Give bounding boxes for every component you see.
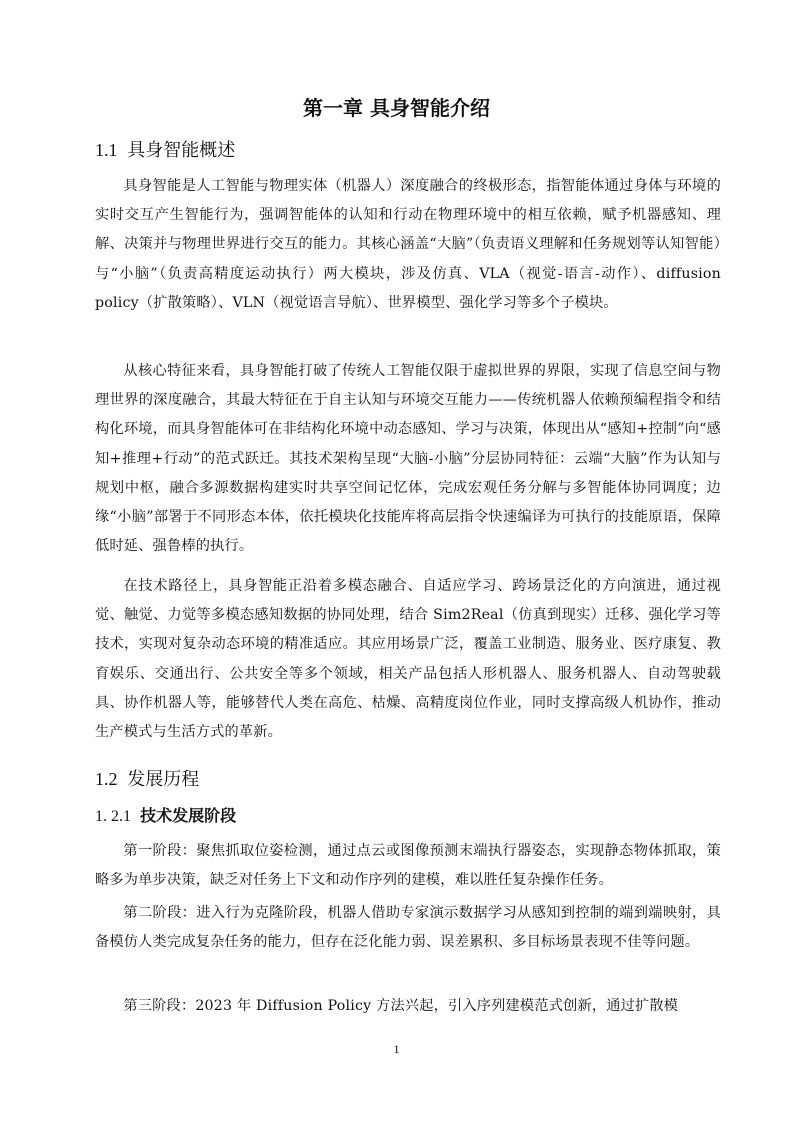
subsection-title: 技术发展阶段 bbox=[140, 806, 237, 825]
paragraph-stage-one: 第一阶段：聚焦抓取位姿检测，通过点云或图像预测末端执行器姿态，实现静态物体抓取，策略多为单步决策，缺乏对任务上下文和动作序列的建模，难以胜任复杂操作任务。 bbox=[95, 843, 721, 889]
paragraph-stage-two: 第二阶段：进入行为克隆阶段，机器人借助专家演示数据学习从感知到控制的端到端映射，具备模仿人类完成复杂任务的能力，但存在泛化能力弱、误差累积、多目标场景表现不佳等问题。 bbox=[95, 905, 721, 951]
section-number: 1.1 bbox=[95, 140, 118, 160]
section-title: 具身智能概述 bbox=[127, 140, 236, 161]
section-number: 1.2 bbox=[95, 769, 118, 789]
paragraph-overview-features: 从核心特征来看，具身智能打破了传统人工智能仅限于虚拟世界的界限，实现了信息空间与物理世界的深度融合，其最大特征在于自主认知与环境交互能力——传统机器人依赖预编程指令和结构化环境，而具身智能体可在非结构化环境中动态感知、学习与决策，体现出从“感知+控制”向“感知+推理+行动”的范式跃迁。其技术架构呈现“大脑-小脑”分层协同特征：云端“大脑”作为认知与规划中枢，融合多源数据构建实时共享空间记忆体，完成宏观任务分解与多智能体协同调度；边缘“小脑”部署于不同形态本体，依托模块化技能库将高层指令快速编译为可执行的技能原语，保障低时延、强鲁棒的执行。 bbox=[95, 363, 721, 555]
section-title: 发展历程 bbox=[127, 769, 200, 790]
chapter-title: 第一章 具身智能介绍 bbox=[303, 96, 490, 120]
paragraph-overview-definition: 具身智能是人工智能与物理实体（机器人）深度融合的终极形态，指智能体通过身体与环境的实时交互产生智能行为，强调智能体的认知和行动在物理环境中的相互依赖，赋予机器感知、理解、决策并与物理世界进行交互的能力。其核心涵盖“大脑”（负责语义理解和任务规划等认知智能）与“小脑”（负责高精度运动执行）两大模块，涉及仿真、VLA（视觉-语言-动作）、diffusion policy（扩散策略）、VLN（视觉语言导航）、世界模型、强化学习等多个子模块。 bbox=[95, 178, 721, 311]
paragraph-overview-technology: 在技术路径上，具身智能正沿着多模态融合、自适应学习、跨场景泛化的方向演进，通过视觉、触觉、力觉等多模态感知数据的协同处理，结合 Sim2Real（仿真到现实）迁移、强化学习等技术，实现对复杂动态环境的精准适应。其应用场景广泛，覆盖工业制造、服务业、医疗康复、教育娱乐、交通出行、公共安全等多个领域，相关产品包括人形机器人、服务机器人、自动驾驶载具、协作机器人等，能够替代人类在高危、枯燥、高精度岗位作业，同时支撑高级人机协作，推动生产模式与生活方式的革新。 bbox=[95, 578, 721, 741]
section-heading-1-1 bbox=[95, 136, 235, 165]
subsection-number: 1. 2.1 bbox=[95, 808, 131, 825]
page-number: 1 bbox=[393, 1042, 400, 1056]
paragraph-stage-three: 第三阶段：2023 年 Diffusion Policy 方法兴起，引入序列建模范式创新，通过扩散模 bbox=[123, 998, 679, 1014]
section-heading-1-2 bbox=[95, 765, 199, 794]
subsection-heading-1-2-1 bbox=[95, 803, 236, 830]
